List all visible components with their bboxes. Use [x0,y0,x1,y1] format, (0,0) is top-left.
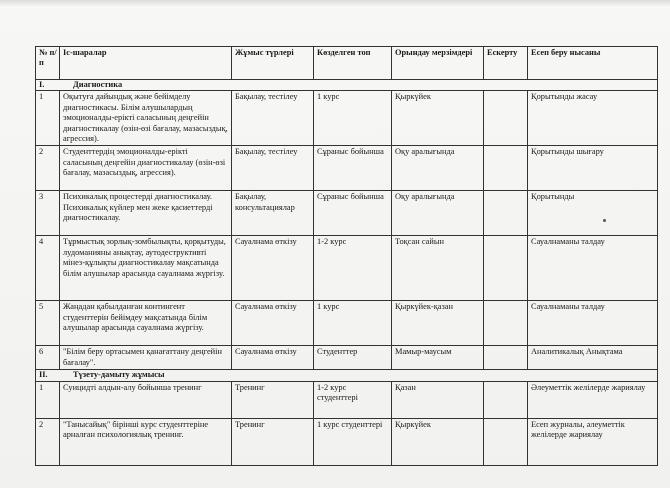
cell-work-types: Бақылау, тестілеу [232,146,314,191]
cell-num: 3 [36,191,60,236]
cell-work-types: Тренинг [232,418,314,465]
section-number: I. [39,80,45,89]
cell-num: 1 [36,381,60,418]
cell-work-types: Тренинг [232,381,314,418]
cell-num: 6 [36,346,60,370]
cell-deadline: Оқу аралығында [392,146,484,191]
cell-num: 5 [36,301,60,346]
cell-work-types: Бақылау, тестілеу [232,91,314,146]
cell-note [484,301,528,346]
cell-report-form: Аналитикалық Анықтама [528,346,658,370]
table-row [36,381,658,418]
cell-target: 1 курс [314,91,392,146]
cell-report-form: Есеп журналы, әлеуметтік желілерде жариялау [528,418,658,465]
header-num: № п/п [36,47,60,80]
section-heading [36,80,658,91]
cell-activity: Жаңадан қабылданған контингент студенттерін бейімдеу мақсатында білім алушылар арасында сауалнама жүргізу. [60,301,232,346]
section-row [36,370,658,381]
cell-num: 2 [36,418,60,465]
table-row [36,91,658,146]
table-header-row [36,47,658,80]
cell-num: 4 [36,236,60,301]
cell-activity: Студенттердің эмоционалды-ерікті саласының деңгейін диагностикалау (өзін-өзі бағалау, мазасыздық, агрессия). [60,146,232,191]
cell-target: Сұраныс бойынша [314,146,392,191]
cell-deadline: Қазан [392,381,484,418]
cell-deadline: Қыркүйек-қазан [392,301,484,346]
table-row [36,191,658,236]
section-title: Түзету-дамыту жұмысы [73,370,165,380]
table-row [36,301,658,346]
section-heading [36,370,658,381]
cell-note [484,236,528,301]
scan-dot [603,219,606,222]
section-title: Диагностика [73,80,123,89]
cell-report-form: Қорытынды [528,191,658,236]
cell-note [484,418,528,465]
cell-note [484,91,528,146]
cell-activity: Оқытуға дайындық және бейімделу диагностикасы. Білім алушылардың эмоционалды-ерікті саласының деңгейін диагностикалау (өзін-өзі бағалау, мазасыздық, агрессия). [60,91,232,146]
header-note: Ескерту [484,47,528,80]
table-body [36,80,658,466]
cell-num: 1 [36,91,60,146]
cell-activity: Психикалық процестерді диагностикалау. Психикалық күйлер мен жеке қасиеттерді диагностикалау. [60,191,232,236]
cell-num: 2 [36,146,60,191]
cell-deadline: Мамыр-маусым [392,346,484,370]
cell-target: 1 курс [314,301,392,346]
cell-activity: "Танысайық" бірінші курс студенттеріне арналған психологиялық тренинг. [60,418,232,465]
scan-edge-shadow [0,0,670,6]
header-work-types: Жұмыс түрлері [232,47,314,80]
cell-target: 1-2 курс студенттері [314,381,392,418]
cell-activity: Суицидті алдын-алу бойынша тренинг [60,381,232,418]
table-row [36,146,658,191]
cell-target: Студенттер [314,346,392,370]
cell-activity: "Білім беру ортасымен қанағаттану деңгейін бағалау". [60,346,232,370]
cell-deadline: Қыркүйек [392,418,484,465]
table-row [36,236,658,301]
cell-deadline: Қыркүйек [392,91,484,146]
cell-deadline: Оқу аралығында [392,191,484,236]
table-row [36,418,658,465]
cell-work-types: Сауалнама өткізу [232,301,314,346]
cell-target: 1 курс студенттері [314,418,392,465]
section-row [36,80,658,91]
cell-target: 1-2 курс [314,236,392,301]
header-report-form: Есеп беру нысаны [528,47,658,80]
cell-work-types: Сауалнама өткізу [232,346,314,370]
cell-work-types: Бақылау, консультациялар [232,191,314,236]
cell-report-form: Әлеуметтік желілерде жариялау [528,381,658,418]
cell-work-types: Сауалнама өткізу [232,236,314,301]
cell-report-form: Сауалнаманы талдау [528,301,658,346]
section-number: II. [39,370,48,380]
header-activity: Іс-шаралар [60,47,232,80]
cell-target: Сұраныс бойынша [314,191,392,236]
cell-note [484,191,528,236]
header-deadline: Орындау мерзімдері [392,47,484,80]
cell-deadline: Тоқсан сайын [392,236,484,301]
table-row [36,346,658,370]
work-plan-table [35,46,658,466]
cell-activity: Тұрмыстық зорлық-зомбылықты, қорқытуды, лудоманияны анықтау, аутодеструктивті мінез-құлықты диагностикалау мақсатында білім алушылар арасында сауалнама жүргізу. [60,236,232,301]
cell-report-form: Қорытынды шығару [528,146,658,191]
header-target: Көзделген топ [314,47,392,80]
cell-note [484,146,528,191]
cell-report-form: Қорытынды жасау [528,91,658,146]
cell-note [484,381,528,418]
cell-report-form: Сауалнаманы талдау [528,236,658,301]
cell-note [484,346,528,370]
